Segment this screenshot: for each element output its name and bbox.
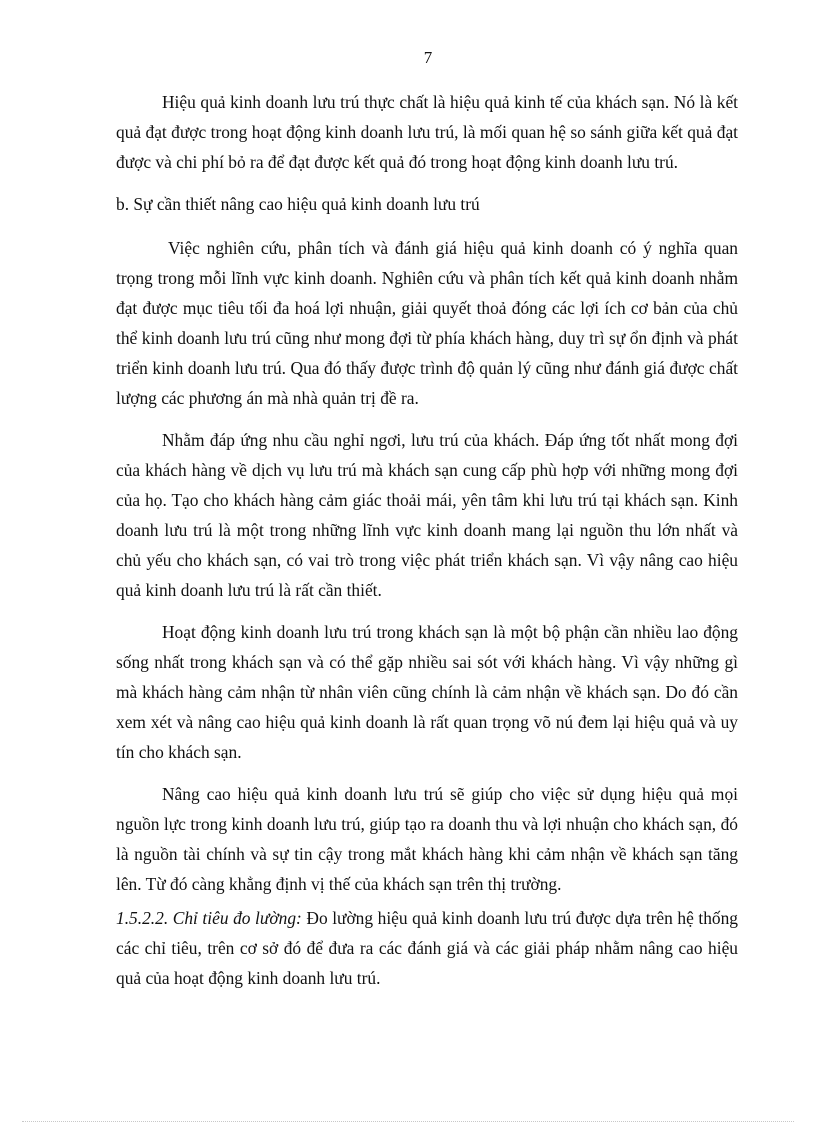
section-title: 1.5.2.2. Chỉ tiêu đo lường: <box>116 908 302 928</box>
bottom-divider <box>22 1121 794 1122</box>
paragraph-customer-needs: Nhằm đáp ứng nhu cầu nghỉ ngơi, lưu trú của khách. Đáp ứng tốt nhất mong đợi của khách hàng về dịch vụ lưu trú mà khách sạn cung cấp phù hợp với những mong đợi của họ. Tạo cho khách hàng cảm giác thoải mái, yên tâm khi lưu trú tại khách sạn. Kinh doanh lưu trú là một trong những lĩnh vực kinh doanh mang lại nguồn thu lớn nhất và chủ yếu cho khách sạn, có vai trò trong việc phát triển khách sạn. Vì vậy nâng cao hiệu quả kinh doanh lưu trú là rất cần thiết. <box>116 430 738 600</box>
paragraph-labor: Hoạt động kinh doanh lưu trú trong khách sạn là một bộ phận cần nhiều lao động sống nhất trong khách sạn và có thể gặp nhiều sai sót với khách hàng. Vì vậy những gì mà khách hàng cảm nhận từ nhân viên cũng chính là cảm nhận về khách sạn. Do đó cần xem xét và nâng cao hiệu quả kinh doanh là rất quan trọng võ nú đem lại hiệu quả và uy tín cho khách sạn. <box>116 622 738 762</box>
page-number: 7 <box>423 48 433 67</box>
section-measurement <box>116 903 738 993</box>
page-content <box>116 87 738 1005</box>
subheading-necessity: b. Sự cần thiết nâng cao hiệu quả kinh doanh lưu trú <box>116 194 480 214</box>
section-body: Đo lường hiệu quả kinh doanh lưu trú được dựa trên hệ thống các chỉ tiêu, trên cơ sở đó để đưa ra các đánh giá và các giải pháp nhằm nâng cao hiệu quả của hoạt động kinh doanh lưu trú. <box>116 908 739 988</box>
paragraph-analysis: Việc nghiên cứu, phân tích và đánh giá hiệu quả kinh doanh có ý nghĩa quan trọng trong mỗi lĩnh vực kinh doanh. Nghiên cứu và phân tích kết quả kinh doanh nhằm đạt được mục tiêu tối đa hoá lợi nhuận, giải quyết thoả đóng các lợi ích cơ bản của chủ thể kinh doanh lưu trú cũng như mong đợi từ phía khách hàng, duy trì sự ổn định và phát triển kinh doanh lưu trú. Qua đó thấy được trình độ quản lý cũng như đánh giá được chất lượng các phương án mà nhà quản trị đề ra. <box>116 238 738 408</box>
paragraph-definition: Hiệu quả kinh doanh lưu trú thực chất là hiệu quả kinh tế của khách sạn. Nó là kết quả đạt được trong hoạt động kinh doanh lưu trú, là mối quan hệ so sánh giữa kết quả đạt được và chi phí bỏ ra để đạt được kết quả đó trong hoạt động kinh doanh lưu trú. <box>116 92 738 172</box>
paragraph-benefits: Nâng cao hiệu quả kinh doanh lưu trú sẽ giúp cho việc sử dụng hiệu quả mọi nguồn lực trong kinh doanh lưu trú, giúp tạo ra doanh thu và lợi nhuận cho khách sạn, đó là nguồn tài chính và sự tin cậy trong mắt khách hàng khi cảm nhận về khách sạn tăng lên. Từ đó càng khẳng định vị thế của khách sạn trên thị trường. <box>116 784 738 894</box>
